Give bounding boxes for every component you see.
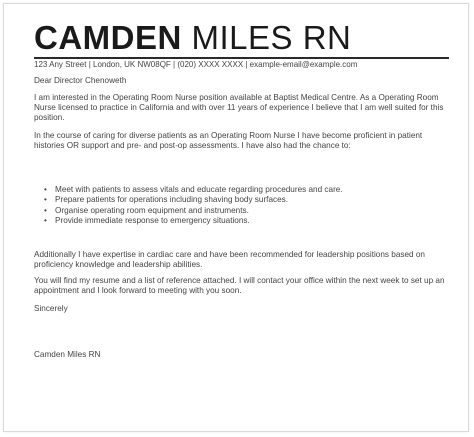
list-item [34, 185, 454, 195]
list-item-text: Meet with patients to assess vitals and educate regarding procedures and care. [55, 185, 343, 194]
list-item-text: Provide immediate response to emergency situations. [55, 216, 250, 226]
paragraph-experience: In the course of caring for diverse patients as an Operating Room Nurse I have become proficient in patient histories OR support and pre- and post-op assessments. I have also had the chance to: [34, 131, 423, 151]
list-item [34, 216, 454, 226]
paragraph-intro: I am interested in the Operating Room Nurse position available at Baptist Medical Centre. As a Operating Room Nurse licensed to practice in California and with over 11 years of experience I believe that I am well suited for this position. [34, 93, 444, 123]
applicant-name [34, 19, 351, 57]
signature-name: Camden Miles RN [34, 350, 101, 359]
bullet-icon: • [44, 195, 47, 205]
salutation: Dear Director Chenoweth [34, 76, 127, 85]
list-item [34, 195, 454, 205]
contact-line: 123 Any Street | London, UK NW08QF | (020) XXXX XXXX | example-email@example.com [34, 60, 358, 69]
list-item [34, 206, 454, 216]
bullet-icon: • [44, 216, 47, 226]
list-item-text: Organise operating room equipment and instruments. [55, 205, 249, 215]
duties-list [34, 185, 454, 227]
paragraph-expertise: Additionally I have expertise in cardiac care and have been recommended for leadership positions based on proficiency knowledge and leadership abilities. [34, 250, 425, 270]
list-item-text: Prepare patients for operations including shaving body surfaces. [55, 195, 289, 205]
bullet-icon: • [44, 185, 47, 194]
letter-page [3, 3, 469, 432]
paragraph-followup: You will find my resume and a list of reference attached. I will contact your office within the next week to set up an appointment and I look forward to meeting with you soon. [34, 276, 445, 296]
applicant-name-rest: MILES RN [191, 19, 352, 56]
applicant-name-first: CAMDEN [34, 19, 182, 56]
bullet-icon: • [44, 205, 47, 215]
header-divider [34, 57, 449, 59]
closing: Sincerely [34, 304, 68, 313]
